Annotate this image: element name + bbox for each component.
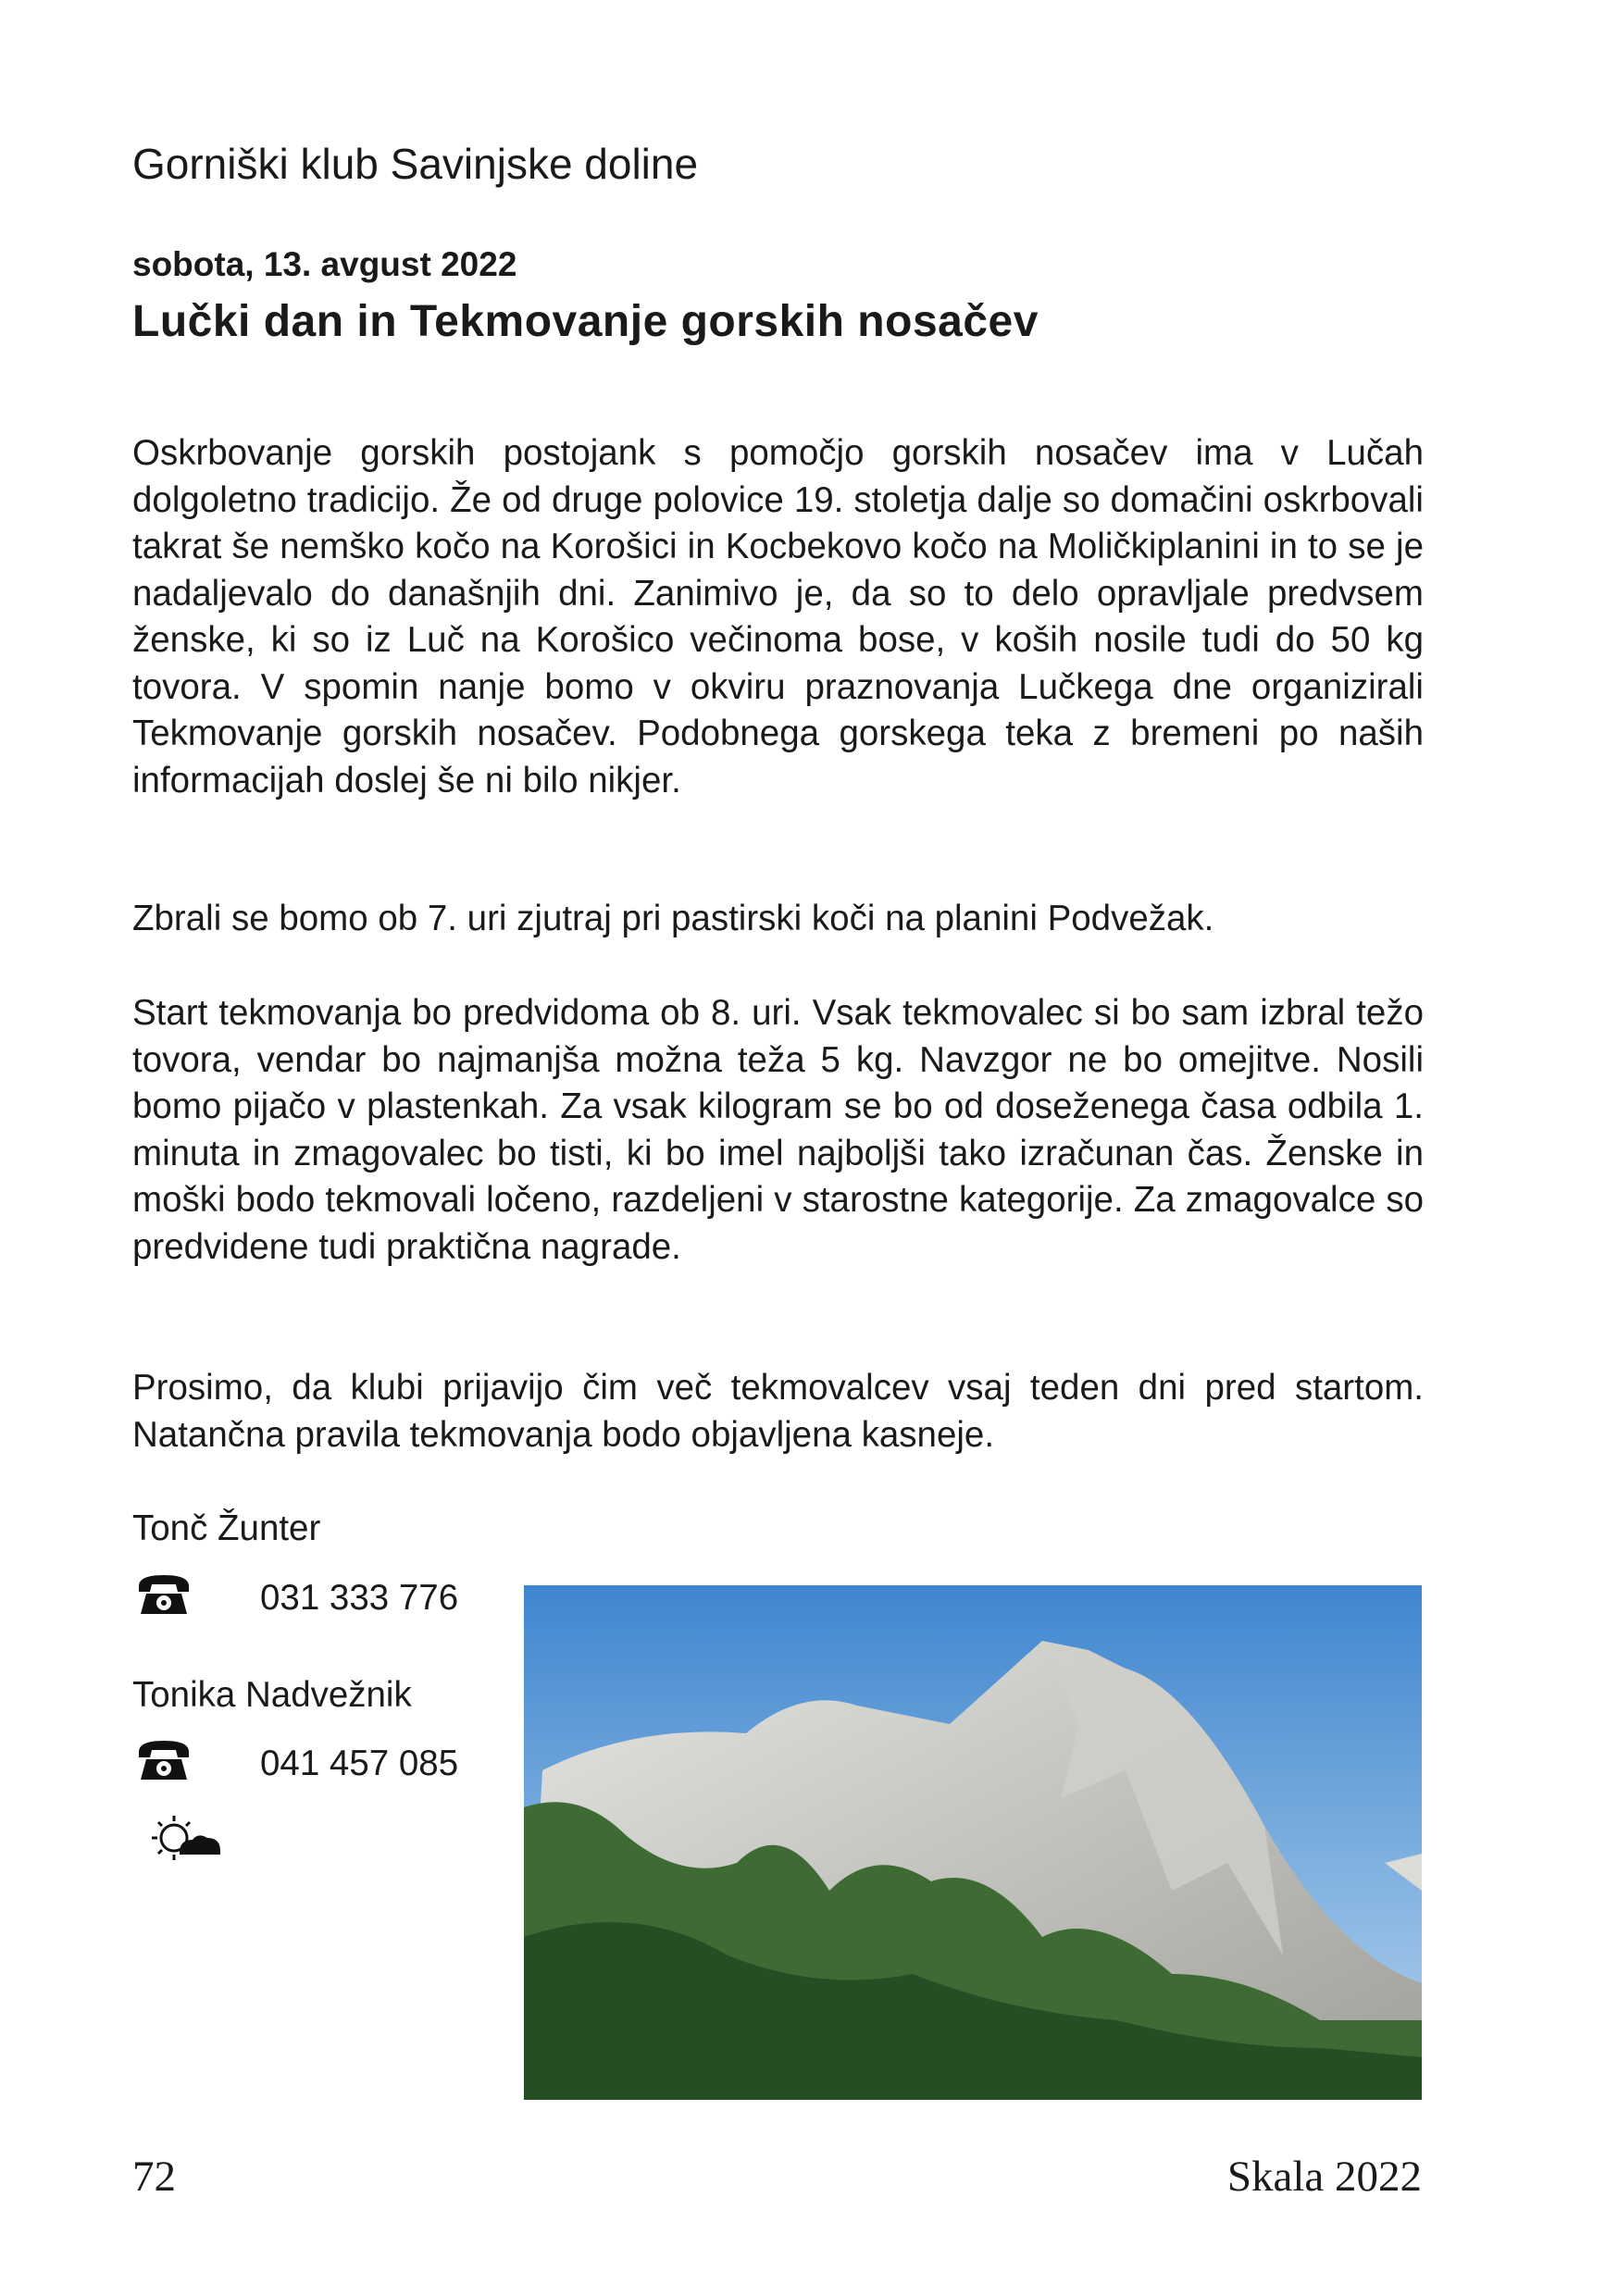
event-title: Lučki dan in Tekmovanje gorskih nosačev bbox=[132, 297, 1039, 346]
sun-cloud-icon bbox=[148, 1812, 226, 1864]
page-number: 72 bbox=[132, 2153, 176, 2201]
publication-label: Skala 2022 bbox=[1226, 2153, 1422, 2201]
contact-phone-2: 041 457 085 bbox=[260, 1744, 459, 1783]
telephone-icon bbox=[135, 1735, 193, 1783]
event-date: sobota, 13. avgust 2022 bbox=[132, 245, 517, 283]
body-paragraph-2: Zbrali se bomo ob 7. uri zjutraj pri pastirski koči na planini Podvežak. bbox=[132, 899, 1214, 938]
contact-phone-1: 031 333 776 bbox=[260, 1578, 459, 1618]
body-paragraph-1: Oskrbovanje gorskih postojank s pomočjo gorskih nosačev ima v Lučah dolgoletno tradicijo. Že od druge polovice 19. stoletja dalje so domačini oskrbovali takrat še nemško kočo na Korošici in Kocbekovo kočo na Moličkiplanini in to se je nadaljevalo do današnjih dni. Zanimivo je, da so to delo opravljale predvsem ženske, ki so iz Luč na Korošico večinoma bose, v koših nosile tudi do 50 kg tovora. V spomin nanje bomo v okviru praznovanja Lučkega dne organizirali Tekmovanje gorskih nosačev. Podobnega gorskega teka z bremeni po naših informacijah doslej še ni bilo nikjer. bbox=[132, 433, 1424, 800]
telephone-icon bbox=[135, 1570, 193, 1618]
club-name: Gorniški klub Savinjske doline bbox=[132, 140, 699, 188]
body-paragraph-4: Prosimo, da klubi prijavijo čim več tekmovalcev vsaj teden dni pred startom. Natančna pravila tekmovanja bodo objavljena kasneje. bbox=[132, 1368, 1424, 1455]
contact-name-1: Tonč Žunter bbox=[132, 1508, 321, 1548]
mountain-photo bbox=[524, 1585, 1422, 2100]
contact-name-2: Tonika Nadvežnik bbox=[132, 1675, 412, 1715]
body-paragraph-3: Start tekmovanja bo predvidoma ob 8. uri. Vsak tekmovalec si bo sam izbral težo tovora, vendar bo najmanjša možna teža 5 kg. Navzgor ne bo omejitve. Nosili bomo pijačo v plastenkah. Za vsak kilogram se bo od doseženega časa odbila 1. minuta in zmagovalec bo tisti, ki bo imel najboljši tako izračunan čas. Ženske in moški bodo tekmovali ločeno, razdeljeni v starostne kategorije. Za zmagovalce so predvidene tudi praktična nagrade. bbox=[132, 993, 1424, 1267]
